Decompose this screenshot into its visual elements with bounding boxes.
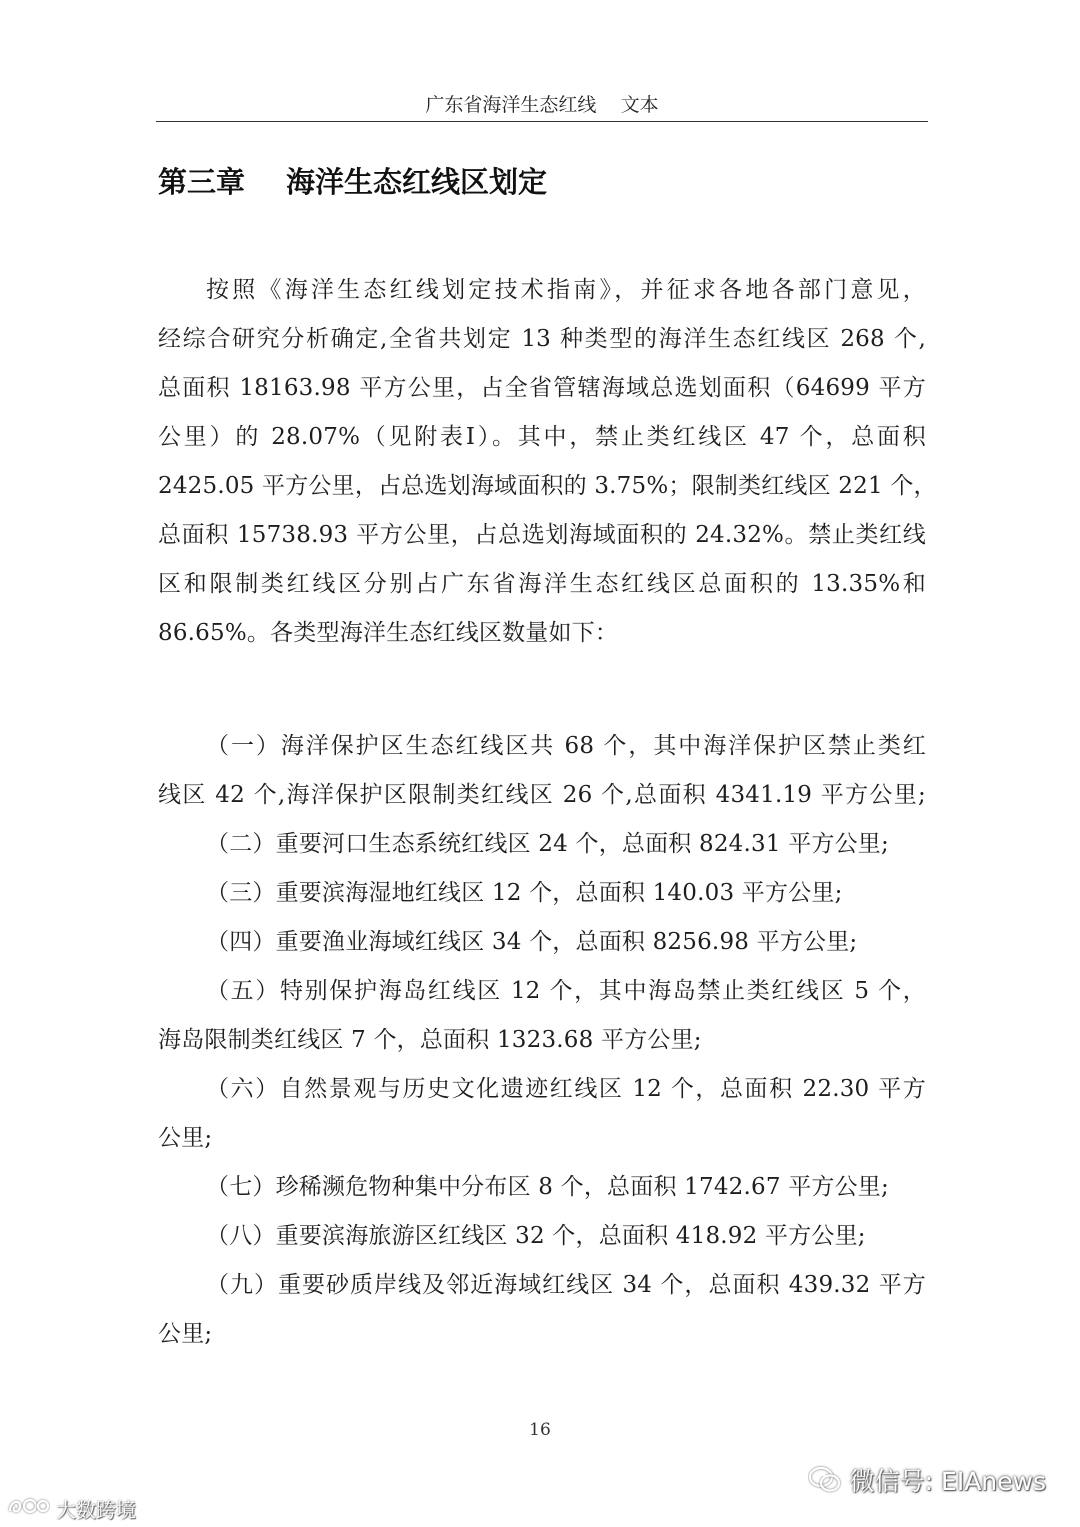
paragraph-line: 86.65%。各类型海洋生态红线区数量如下： xyxy=(158,620,619,646)
wechat-id-text: 微信号: EIAnews xyxy=(849,1467,1046,1496)
list-item-line: 线区 42 个,海洋保护区限制类红线区 26 个,总面积 4341.19 平方公里; xyxy=(158,782,926,808)
brand-logo-icon xyxy=(6,1495,50,1522)
chapter-number: 第三章 xyxy=(158,165,246,199)
list-item-line: 海岛限制类红线区 7 个，总面积 1323.68 平方公里; xyxy=(158,1027,702,1053)
wechat-watermark xyxy=(808,1462,1046,1498)
list-item-line: 公里; xyxy=(158,1125,213,1151)
list-item-line: （一）海洋保护区生态红线区共 68 个，其中海洋保护区禁止类红 xyxy=(206,733,926,759)
list-item-line: （五）特别保护海岛红线区 12 个，其中海岛禁止类红线区 5 个， xyxy=(206,978,926,1004)
paragraph-line: 总面积 15738.93 平方公里，占总选划海域面积的 24.32%。禁止类红线 xyxy=(158,522,926,548)
paragraph-line: 2425.05 平方公里，占总选划海域面积的 3.75%；限制类红线区 221 个， xyxy=(158,473,937,499)
list-item-line: （四）重要渔业海域红线区 34 个，总面积 8256.98 平方公里; xyxy=(206,929,858,955)
brand-watermark-text: 大数跨境 xyxy=(56,1498,136,1522)
list-item-line: 公里; xyxy=(158,1321,213,1347)
chapter-title: 海洋生态红线区划定 xyxy=(286,165,548,199)
chapter-heading xyxy=(158,160,547,204)
wechat-icon xyxy=(808,1465,842,1495)
brand-watermark xyxy=(6,1494,136,1523)
list-item-line: （三）重要滨海湿地红线区 12 个，总面积 140.03 平方公里; xyxy=(206,880,843,906)
paragraph-line: 区和限制类红线区分别占广东省海洋生态红线区总面积的 13.35%和 xyxy=(158,571,926,597)
paragraph-line: 经综合研究分析确定,全省共划定 13 种类型的海洋生态红线区 268 个, xyxy=(158,326,926,352)
list-item-line: （九）重要砂质岸线及邻近海域红线区 34 个，总面积 439.32 平方 xyxy=(206,1272,926,1298)
running-header: 广东省海洋生态红线 文本 xyxy=(425,94,659,116)
page-number: 16 xyxy=(529,1420,551,1440)
paragraph-line: 总面积 18163.98 平方公里，占全省管辖海域总选划面积（64699 平方 xyxy=(158,375,926,401)
red-line-zone-list xyxy=(158,722,926,1362)
paragraph-line: 按照《海洋生态红线划定技术指南》，并征求各地各部门意见， xyxy=(206,277,926,303)
list-item-line: （二）重要河口生态系统红线区 24 个，总面积 824.31 平方公里; xyxy=(206,831,889,857)
list-item-line: （八）重要滨海旅游区红线区 32 个，总面积 418.92 平方公里; xyxy=(206,1223,866,1249)
paragraph-line: 公里）的 28.07%（见附表Ⅰ）。其中，禁止类红线区 47 个，总面积 xyxy=(158,424,926,450)
intro-paragraph xyxy=(158,266,937,658)
list-item-line: （六）自然景观与历史文化遗迹红线区 12 个，总面积 22.30 平方 xyxy=(206,1076,926,1102)
header-divider xyxy=(156,121,928,122)
list-item-line: （七）珍稀濒危物种集中分布区 8 个，总面积 1742.67 平方公里; xyxy=(206,1174,889,1200)
